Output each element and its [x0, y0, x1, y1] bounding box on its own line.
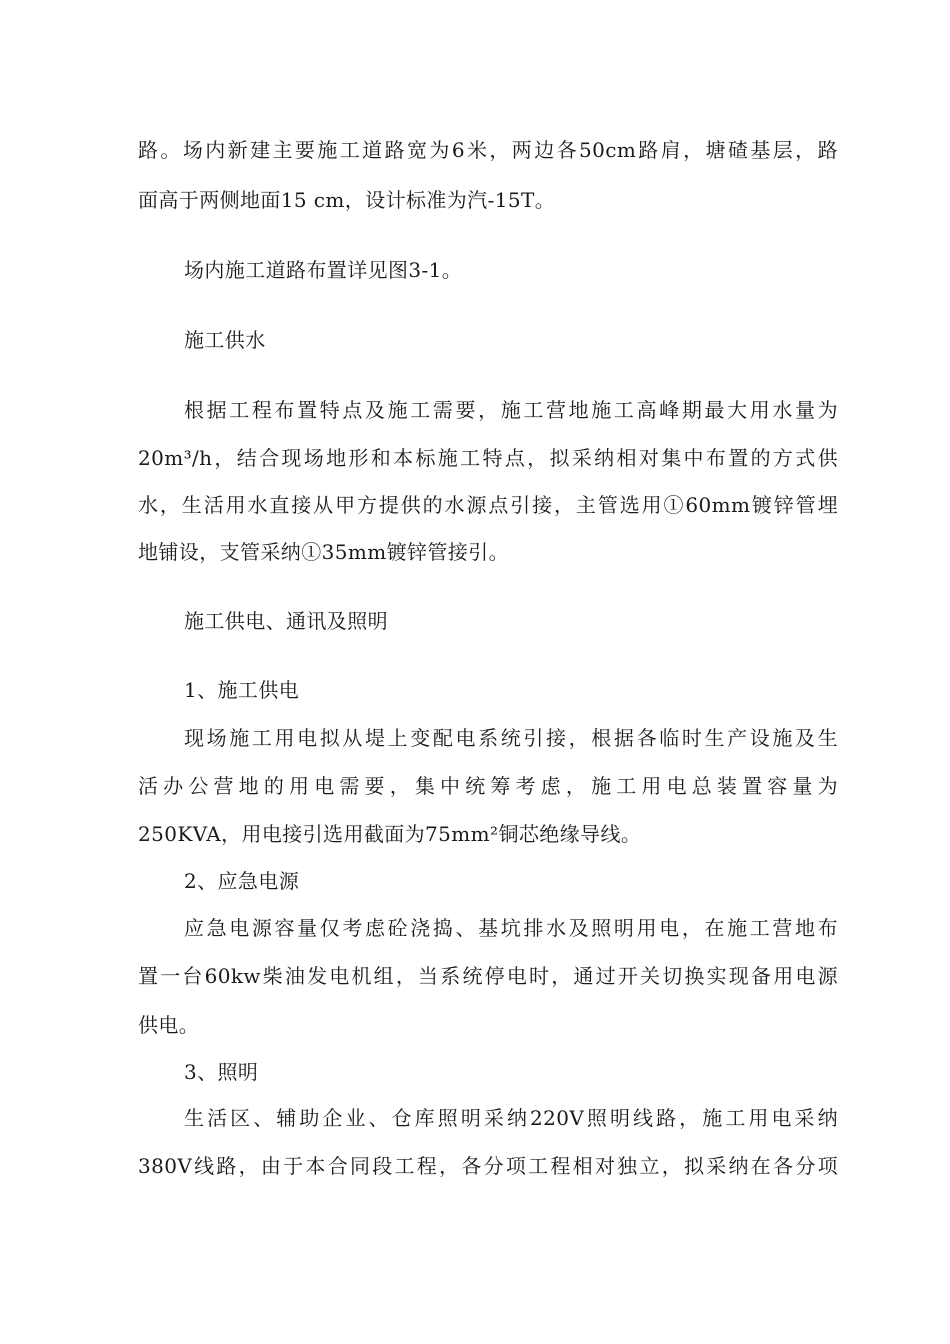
- body-line: 应急电源容量仅考虑砼浇捣、基坑排水及照明用电，在施工营地布: [184, 916, 838, 940]
- body-line: 根据工程布置特点及施工需要，施工营地施工高峰期最大用水量为: [184, 398, 838, 422]
- body-line: 地铺设，支管采纳①35mm镀锌管接引。: [138, 540, 509, 564]
- body-line: 水，生活用水直接从甲方提供的水源点引接，主管选用①60mm镀锌管埋: [138, 493, 838, 517]
- body-line: 380V线路，由于本合同段工程，各分项工程相对独立，拟采纳在各分项: [138, 1154, 838, 1178]
- section-heading: 施工供水: [184, 328, 266, 352]
- body-line: 生活区、辅助企业、仓库照明采纳220V照明线路，施工用电采纳: [184, 1106, 838, 1130]
- body-line: 现场施工用电拟从堤上变配电系统引接，根据各临时生产设施及生: [184, 726, 838, 750]
- body-line: 20m³/h，结合现场地形和本标施工特点，拟采纳相对集中布置的方式供: [138, 446, 838, 470]
- body-line: 面高于两侧地面15 cm，设计标准为汽-15T。: [138, 188, 556, 212]
- body-line: 250KVA，用电接引选用截面为75mm²铜芯绝缘导线。: [138, 822, 642, 846]
- body-line: 场内施工道路布置详见图3-1。: [184, 258, 463, 282]
- subsection-heading: 1、施工供电: [184, 678, 300, 702]
- body-line: 供电。: [138, 1013, 200, 1037]
- section-heading: 施工供电、通讯及照明: [184, 609, 388, 633]
- body-line: 路。场内新建主要施工道路宽为6米，两边各50cm路肩，塘碴基层，路: [138, 138, 838, 162]
- body-line: 活办公营地的用电需要，集中统筹考虑，施工用电总装置容量为: [138, 774, 838, 798]
- subsection-heading: 3、照明: [184, 1060, 259, 1084]
- subsection-heading: 2、应急电源: [184, 869, 300, 893]
- body-line: 置一台60kw柴油发电机组，当系统停电时，通过开关切换实现备用电源: [138, 964, 838, 988]
